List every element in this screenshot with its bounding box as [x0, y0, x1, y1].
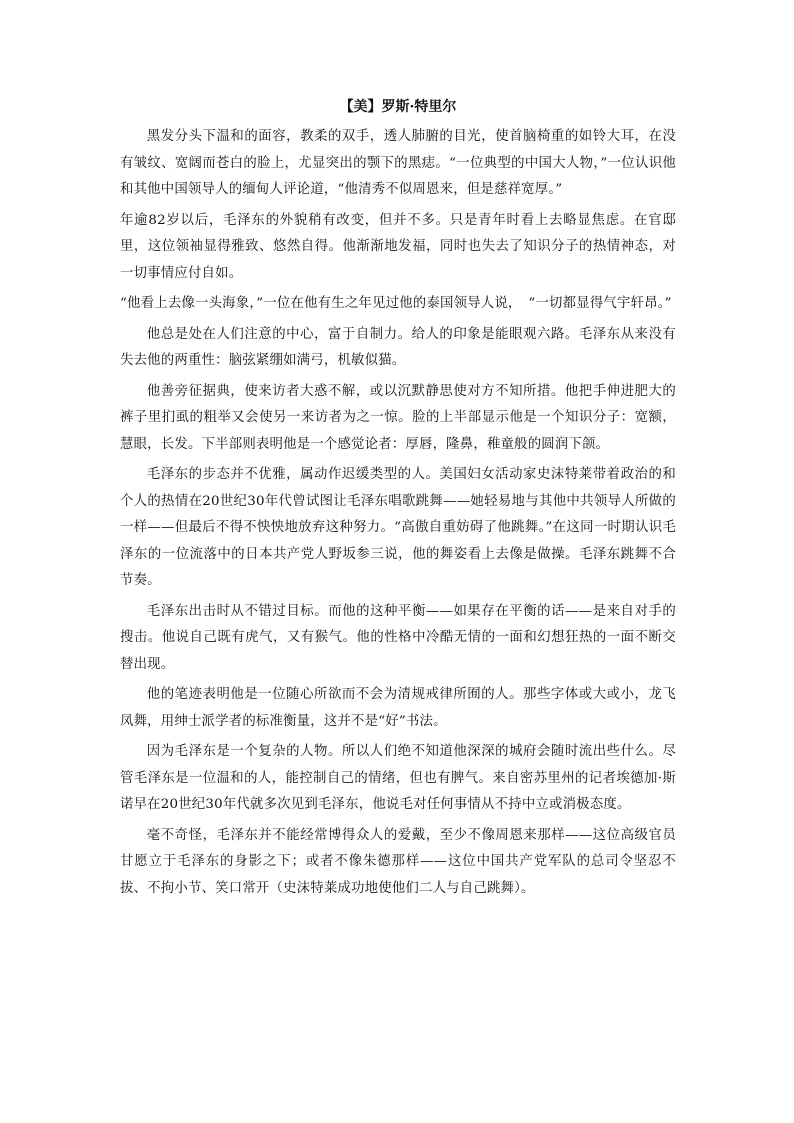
body-paragraph: 年逾82岁以后，毛泽东的外貌稍有改变，但并不多。只是青年时看上去略显焦虑。在官邸里，这位领袖显得雅致、悠然自得。他渐渐地发福，同时也失去了知识分子的热情神态，对一切事情应付自如。 — [120, 212, 676, 281]
document-title: 【美】罗斯·特里尔 — [339, 99, 457, 115]
body-paragraph: 黑发分头下温和的面容，教柔的双手，透人肺腑的目光，使首脑椅重的如铃大耳，在没有皱纹、宽阔而苍白的脸上，尤显突出的颚下的黑痣。“一位典型的中国大人物，”一位认识他和其他中国领导人的缅甸人评论道，“他清秀不似周恩来，但是慈祥宽厚。” — [120, 129, 676, 197]
body-paragraph: “他看上去像一头海象，”一位在他有生之年见过他的泰国领导人说， “一切都显得气宇轩昂。” — [120, 296, 672, 311]
body-paragraph: 毛泽东出击时从不错过目标。而他的这种平衡——如果存在平衡的话——是来自对手的搜击。他说自己既有虎气，又有猴气。他的性格中冷酷无情的一面和幻想狂热的一面不断交替出现。 — [120, 603, 676, 672]
body-paragraph: 因为毛泽东是一个复杂的人物。所以人们绝不知道他深深的城府会随时流出些什么。尽管毛泽东是一位温和的人，能控制自己的情绪，但也有脾气。来自密苏里州的记者埃德加·斯诺早在20世纪30年代就多次见到毛泽东，他说毛对任何事情从不持中立或消极态度。 — [120, 744, 676, 812]
body-paragraph: 毫不奇怪，毛泽东并不能经常博得众人的爱戴，至少不像周恩来那样——这位高级官员甘愿立于毛泽东的身影之下；或者不像朱德那样——这位中国共产党军队的总司令坚忍不拔、不拘小节、笑口常开（史沫特莱成功地使他们二人与自己跳舞）。 — [120, 827, 676, 896]
document-body — [120, 124, 676, 902]
body-paragraph: 他善旁征据典，使来访者大惑不解，或以沉默静思使对方不知所措。他把手伸进肥大的裤子里扪虱的粗举又会使另一来访者为之一惊。脸的上半部显示他是一个知识分子：宽额，慧眼，长发。下半部则表明他是一个感觉论者：厚唇，隆鼻，稚童般的圆润下颌。 — [120, 383, 676, 452]
body-paragraph: 他的笔迹表明他是一位随心所欲而不会为清规戒律所囿的人。那些字体或大或小，龙飞凤舞，用绅士派学者的标准衡量，这并不是“好”书法。 — [120, 687, 676, 729]
body-paragraph: 他总是处在人们注意的中心，富于自制力。给人的印象是能眼观六路。毛泽东从来没有失去他的两重性：脑弦紧绷如满弓，机敏似猫。 — [120, 326, 676, 368]
body-paragraph: 毛泽东的步态并不优雅，属动作迟缓类型的人。美国妇女活动家史沫特莱带着政治的和个人的热情在20世纪30年代曾试图让毛泽东唱歌跳舞——她轻易地与其他中共领导人所做的一样——但最后不得不怏怏地放弃这种努力。“高傲自重妨碍了他跳舞。”在这同一时期认识毛泽东的一位流落中的日本共产党人野坂参三说，他的舞姿看上去像是做操。毛泽东跳舞不合节奏。 — [120, 467, 676, 588]
document-page — [120, 96, 676, 906]
